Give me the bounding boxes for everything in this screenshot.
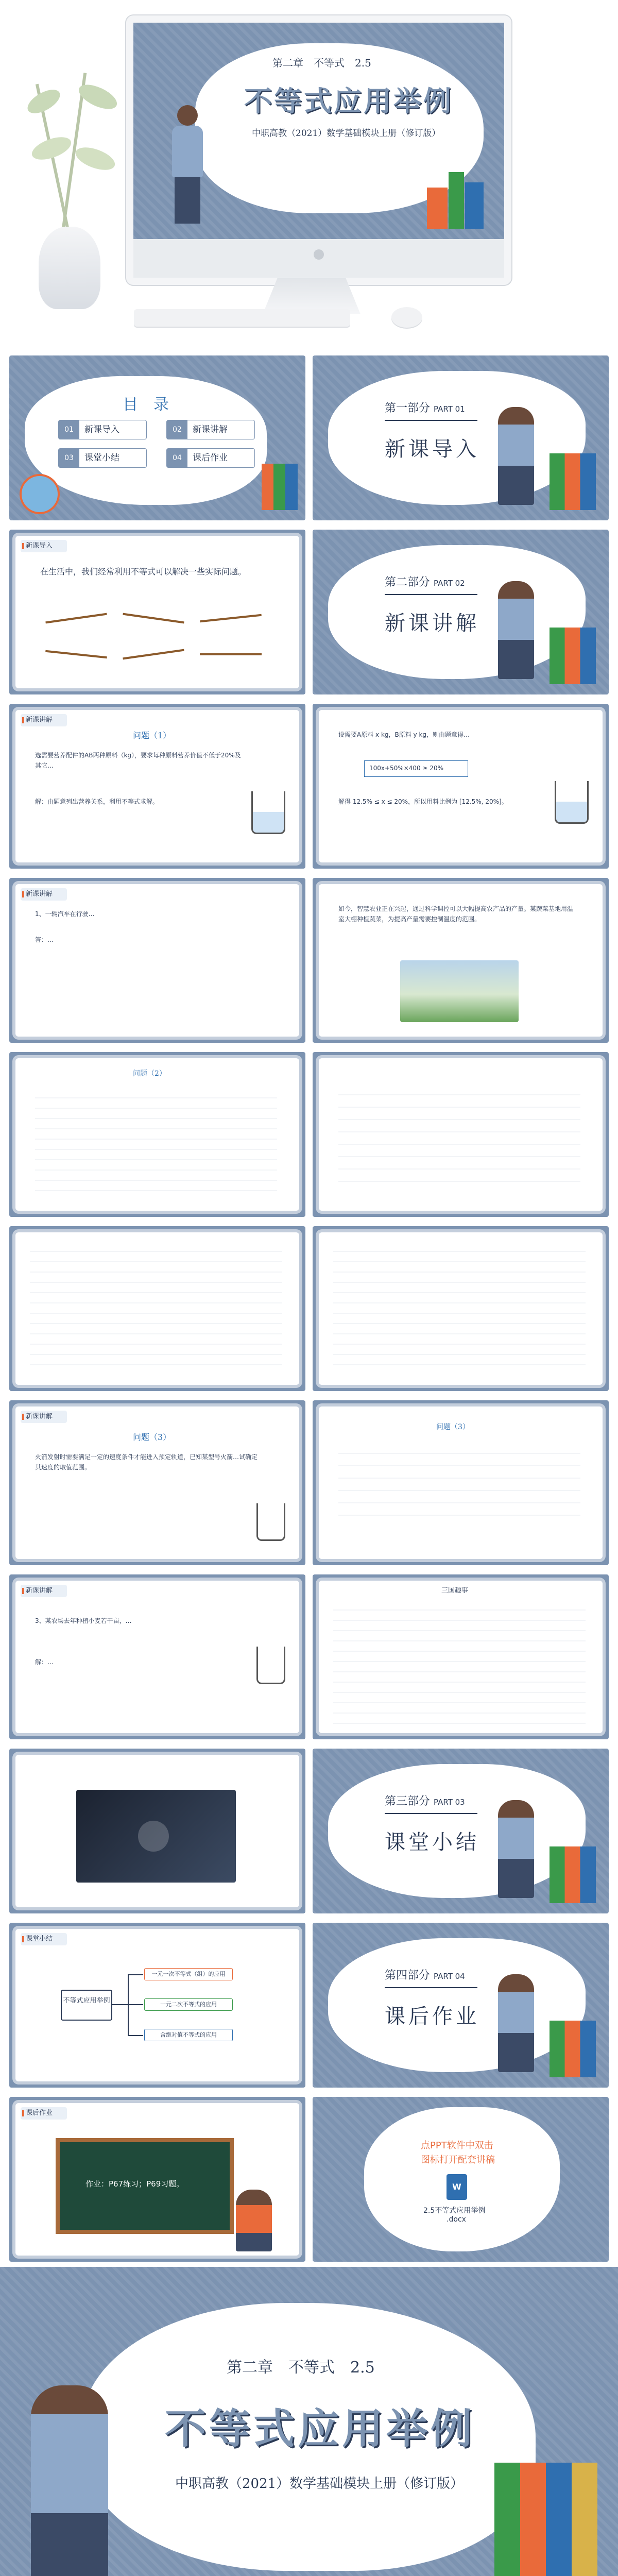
books-illustration: [427, 157, 489, 229]
mindmap-branch-1: 一元一次不等式（组）的应用: [144, 1968, 233, 1980]
mindmap-branch-3: 含绝对值不等式的应用: [144, 2029, 233, 2041]
problem-3-heading: 问题（3）: [133, 1432, 171, 1442]
plant-decoration: [21, 72, 124, 314]
problem-1-text: 选需要营养配件的AB两种原料（kg），要求每种原料营养价值不低于20%及其它…: [35, 752, 241, 769]
problem-3-text: 火箭发射时需要满足一定的速度条件才能进入预定轨道，已知某型号火箭…试确定其速度的取值范围。: [35, 1453, 258, 1471]
slide-problem-2-d: [313, 1226, 609, 1391]
part-3-title: 课堂小结: [385, 1831, 479, 1854]
intro-tag: 新课导入: [21, 540, 67, 552]
slide-toc: [9, 355, 305, 520]
teacher-illustration: [164, 105, 211, 224]
problem-list-question: 1、一辆汽车在行驶…: [35, 910, 95, 918]
books-illustration: [550, 2021, 596, 2077]
hero-section: [0, 0, 618, 350]
toc-item-1[interactable]: 01 新课导入: [58, 420, 147, 439]
toc-item-4[interactable]: 04 课后作业: [166, 448, 255, 468]
problem-1-heading: 问题（1）: [133, 731, 171, 740]
footer-slide: [0, 2267, 618, 2576]
globe-illustration: [20, 474, 60, 514]
beaker-icon: [251, 791, 285, 834]
teacher-illustration: [498, 407, 534, 505]
slide-file: [313, 2097, 609, 2262]
part-1-label: 第一部分 PART 01: [385, 402, 465, 415]
lecture-tag: 新课讲解: [21, 714, 67, 726]
books-illustration: [550, 1846, 596, 1903]
mindmap-center: 不等式应用举例: [61, 1990, 112, 2021]
monitor: [126, 15, 511, 285]
solution-row-2: 解得 12.5% ≤ x ≤ 20%，所以用料比例为 [12.5%, 20%]。: [338, 798, 508, 805]
books-illustration: [550, 453, 596, 510]
beaker-icon: [256, 1647, 285, 1684]
file-name-line-1[interactable]: 2.5不等式应用举例: [423, 2207, 486, 2215]
hero-slide: [133, 23, 504, 239]
keyboard: [134, 309, 350, 327]
file-name-line-2[interactable]: .docx: [447, 2215, 466, 2224]
problem-3b-heading: 问题（3）: [436, 1423, 470, 1431]
slide-problem-2-c: [9, 1226, 305, 1391]
lecture-tag-2: 新课讲解: [21, 888, 67, 901]
part-3-label: 第三部分 PART 03: [385, 1795, 465, 1808]
slide-problem-2-b: [313, 1052, 609, 1217]
problem-2-heading: 问题（2）: [133, 1070, 166, 1078]
chalkboard: [56, 2138, 234, 2234]
mindmap-branch-2: 一元二次不等式的应用: [144, 1998, 233, 2011]
teacher-illustration: [31, 2385, 108, 2576]
teacher-illustration: [498, 581, 534, 679]
slide-summary: [9, 1923, 305, 2088]
toc-item-3[interactable]: 03 课堂小结: [58, 448, 147, 468]
word-file-icon[interactable]: W: [447, 2174, 467, 2200]
footer-subtitle: 中职高教（2021）数学基础模块上册（修订版）: [175, 2476, 464, 2492]
slide-part-4: [313, 1923, 609, 2088]
slide-story: [313, 1574, 609, 1739]
part-2-title: 新课讲解: [385, 612, 479, 635]
solution-row-1: 设需要A原料 x kg，B原料 y kg，则由题意得…: [338, 731, 470, 738]
slide-problem-list: [9, 878, 305, 1043]
part-4-label: 第四部分 PART 04: [385, 1969, 465, 1982]
teacher-illustration: [498, 1974, 534, 2072]
books-illustration: [550, 628, 596, 684]
slide-video: [9, 1749, 305, 1913]
lecture-tag-4: 新课讲解: [21, 1585, 67, 1597]
student-illustration: [236, 2190, 272, 2251]
beaker-icon: [555, 781, 589, 824]
slide-part-1: [313, 355, 609, 520]
summary-tag: 课堂小结: [21, 1933, 67, 1945]
mouse: [391, 307, 422, 328]
practice-answer: 解：…: [35, 1658, 54, 1666]
books-illustration: [494, 2463, 597, 2576]
apple-logo-icon: [314, 249, 324, 260]
slide-problem-3-b: [313, 1400, 609, 1565]
books-illustration: [262, 464, 298, 510]
toc-item-2[interactable]: 02 新课讲解: [166, 420, 255, 439]
solution-fraction: 100x+50%×400 ≥ 20%: [369, 765, 444, 772]
slide-practice: [9, 1574, 305, 1739]
slide-problem-1: [9, 704, 305, 869]
file-hint-line-2: 图标打开配套讲稿: [421, 2155, 495, 2165]
homework-board-text: 作业：P67练习；P69习题。: [85, 2179, 184, 2189]
lecture-tag-3: 新课讲解: [21, 1411, 67, 1423]
slide-part-3: [313, 1749, 609, 1913]
slide-intro: [9, 530, 305, 694]
footer-title: 不等式应用举例: [165, 2404, 475, 2453]
greenhouse-photo: [400, 960, 519, 1022]
problem-1-answer: 解：由题意列出营养关系，利用不等式求解。: [35, 798, 159, 805]
part-1-title: 新课导入: [385, 437, 479, 461]
video-thumbnail[interactable]: [76, 1790, 236, 1883]
homework-tag: 课后作业: [21, 2107, 67, 2120]
intro-text: 在生活中，我们经常利用不等式可以解决一些实际问题。: [40, 567, 247, 577]
practice-question: 3、某农场去年种植小麦若干亩，…: [35, 1617, 132, 1624]
hero-title: 不等式应用举例: [244, 84, 453, 117]
greenhouse-text: 如今，智慧农业正在兴起，通过科学调控可以大幅提高农产品的产量。某蔬菜基地用温室大棚种植蔬菜，为提高产量需要控制温度的范围。: [338, 905, 574, 923]
footer-chapter: 第二章 不等式 2.5: [227, 2359, 375, 2377]
slide-homework: [9, 2097, 305, 2262]
problem-list-answer: 答：…: [35, 936, 54, 943]
slide-problem-1-solution: [313, 704, 609, 869]
seesaw-illustrations: [45, 597, 267, 674]
hero-chapter: 第二章 不等式 2.5: [272, 57, 371, 69]
part-2-label: 第二部分 PART 02: [385, 576, 465, 589]
slide-problem-2: [9, 1052, 305, 1217]
slide-greenhouse: [313, 878, 609, 1043]
toc-title: 目 录: [123, 396, 169, 414]
teacher-illustration: [498, 1800, 534, 1898]
part-4-title: 课后作业: [385, 2005, 479, 2028]
beaker-icon: [256, 1503, 285, 1541]
vase: [39, 227, 100, 309]
slide-problem-3: [9, 1400, 305, 1565]
story-heading: 三国趣事: [441, 1587, 469, 1595]
slide-part-2: [313, 530, 609, 694]
hero-subtitle: 中职高教（2021）数学基础模块上册（修订版）: [252, 128, 441, 139]
file-hint-line-1: 点PPT软件中双击: [421, 2140, 493, 2151]
